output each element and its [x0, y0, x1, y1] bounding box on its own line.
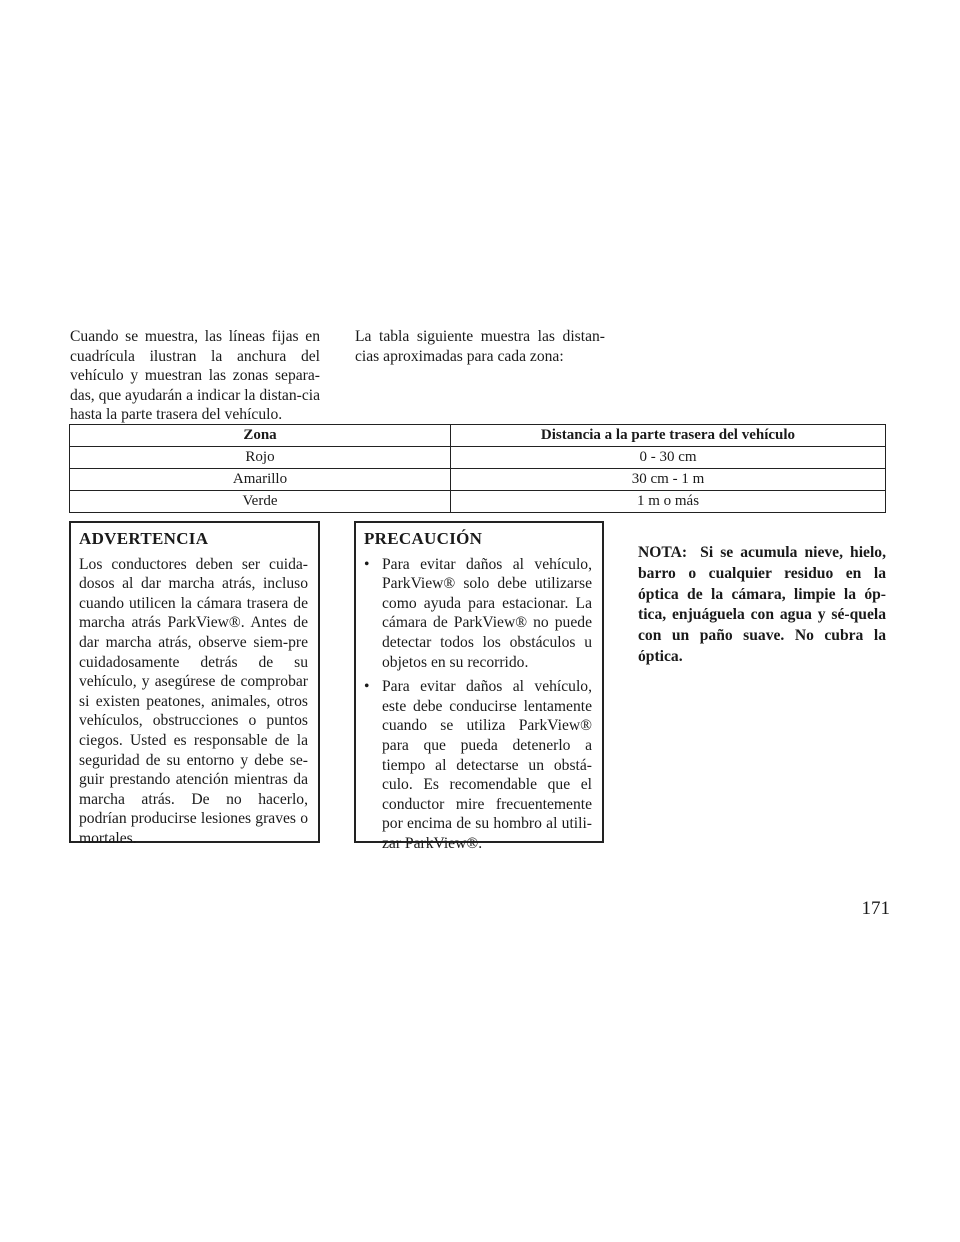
zone-cell: Verde: [70, 491, 451, 513]
bullet-icon: •: [364, 678, 370, 696]
column-header-distance: Distancia a la parte trasera del vehículo: [451, 425, 886, 447]
caution-item-text: Para evitar daños al vehículo, ParkView® solo debe utilizarse como ayuda para estacionar. La cámara de ParkView® no puede detectar todos los obstáculos u objetos en su recorrido.: [382, 555, 592, 671]
note-label: NOTA:: [638, 544, 688, 561]
caution-box: [354, 521, 604, 852]
bullet-icon: •: [364, 555, 370, 573]
zone-cell: Amarillo: [70, 469, 451, 491]
warning-box: [69, 521, 320, 847]
caution-list: [364, 555, 592, 854]
zone-distance-table: [69, 424, 886, 513]
caution-item-text: Para evitar daños al vehículo, este debe conducirse lentamente cuando se utiliza ParkView® para que pueda detenerlo a tiempo al detectarse un obstá-culo. Es recomendable que el conductor mire frecuentemente por encima de su hombro al utili-zar ParkView®.: [382, 678, 592, 852]
list-item: [364, 555, 592, 673]
table-row: [70, 491, 886, 513]
list-item: [364, 677, 592, 853]
distance-cell: 30 cm - 1 m: [451, 469, 886, 491]
distance-cell: 0 - 30 cm: [451, 447, 886, 469]
table-row: [70, 469, 886, 491]
distance-cell: 1 m o más: [451, 491, 886, 513]
zone-cell: Rojo: [70, 447, 451, 469]
warning-text: Los conductores deben ser cuida-dosos al dar marcha atrás, incluso cuando utilicen la cámara trasera de marcha atrás ParkView®. Antes de dar marcha atrás, observe siem-pre cuidadosamente detrás de su vehículo, y asegúrese de comprobar si existen peatones, animales, otros vehículos, obstrucciones o puntos ciegos. Usted es responsable de la seguridad de su entorno y debe se-guir prestando atención mientras da marcha atrás. De no hacerlo, podrían producirse lesiones graves o mortales.: [79, 555, 308, 847]
note-text: Si se acumula nieve, hielo, barro o cualquier residuo en la óptica de la cámara, limpie la óp-tica, enjuáguela con agua y sé-quela con un paño suave. No cubra la óptica.: [638, 544, 886, 665]
caution-title: PRECAUCIÓN: [364, 529, 483, 548]
table-header-row: [70, 425, 886, 447]
warning-title: ADVERTENCIA: [79, 529, 209, 548]
note-block: [638, 543, 886, 668]
column-header-zone: Zona: [70, 425, 451, 447]
table-row: [70, 447, 886, 469]
intro-paragraph-left: Cuando se muestra, las líneas fijas en cuadrícula ilustran la anchura del vehículo y muestran las zonas separa-das, que ayudarán a indicar la distan-cia hasta la parte trasera del vehículo.: [70, 328, 320, 424]
intro-paragraph-right: La tabla siguiente muestra las distan-cias aproximadas para cada zona:: [355, 328, 605, 365]
page-number: 171: [861, 898, 890, 919]
